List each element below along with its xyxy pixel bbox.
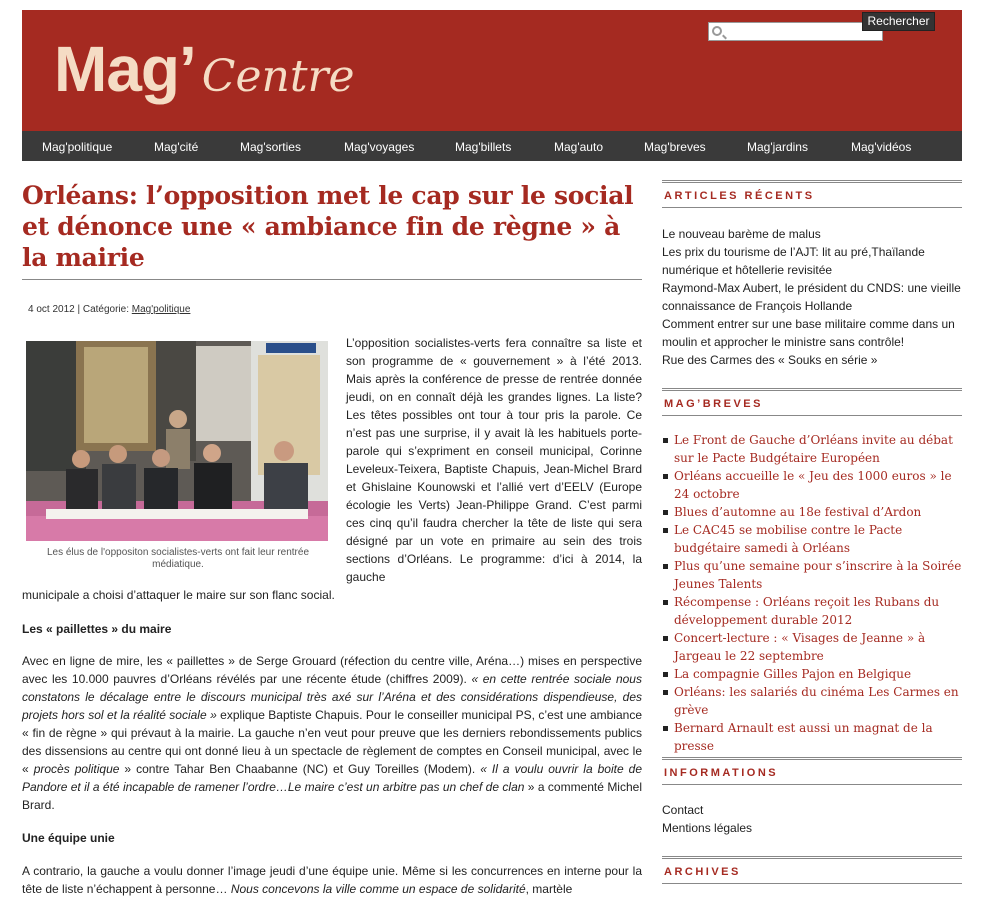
p2-quote-brard: « Il a voulu ouvrir la boite de Pandore et il a été incapable de ramener l’ordre…Le maire c’est un arbitre pas un chef de clan — [22, 762, 642, 794]
p3-part-a: A contrario, la gauche a voulu donner l’image jeudi d’une équipe unie. Même si les concurrences en interne pour la tête de liste n’échappent à personne… — [22, 864, 642, 896]
search-box[interactable] — [708, 22, 883, 41]
nav-item-sorties[interactable]: Mag'sorties — [240, 140, 301, 154]
article-meta — [28, 304, 190, 315]
photo-caption: Les élus de l'oppositon socialistes-verts ont fait leur rentrée médiatique. — [46, 547, 310, 570]
nav-item-voyages[interactable]: Mag'voyages — [344, 140, 415, 154]
article-category-link[interactable]: Mag'politique — [131, 304, 191, 315]
breve-link[interactable]: Blues d’automne au 18e festival d’Ardon — [662, 503, 962, 521]
p2-part-c: explique Baptiste Chapuis. Pour le conseiller municipal PS, c’est une ambiance « fin de règne » qui prévaut à la mairie. La gauche n’en veut pour preuve que les derniers rebondissements publics des dissensions au centre qui ont donné lieu à un spectacle de règlement de comptes en Conseil municipal, avec le « — [22, 708, 642, 776]
recent-article-link[interactable]: Rue des Carmes des « Souks en série » — [662, 353, 878, 367]
sidebar-heading-archives — [662, 856, 962, 884]
p2-part-a: Avec en ligne de mire, les « paillettes » de Serge Grouard (réfection du centre ville, Aréna…) mises en perspective avec les 10.000 pauvres d’Orléans révélés par une récente étude (chiffres 2009). — [22, 654, 642, 686]
logo-centre-text: Centre — [201, 51, 355, 102]
nav-item-billets[interactable]: Mag'billets — [455, 140, 512, 154]
breve-link[interactable]: Récompense : Orléans reçoit les Rubans du développement durable 2012 — [662, 593, 962, 629]
recent-article-link[interactable]: Comment entrer sur une base militaire comme dans un moulin et approcher le ministre sans contrôle! — [662, 317, 955, 349]
search-icon — [712, 26, 722, 36]
article-paragraph-3 — [22, 862, 642, 898]
nav-item-auto[interactable]: Mag'auto — [554, 140, 603, 154]
nav-item-politique[interactable]: Mag'politique — [42, 140, 113, 154]
nav-item-jardins[interactable]: Mag'jardins — [747, 140, 808, 154]
main-nav — [22, 131, 962, 161]
p3-part-c: , martèle — [525, 882, 573, 896]
recent-article-link[interactable]: Raymond-Max Aubert, le président du CNDS: une vieille connaissance de François Hollande — [662, 281, 961, 313]
breves-list — [662, 431, 962, 755]
recent-article-link[interactable]: Les prix du tourisme de l’AJT: lit au pré,Thaïlande numérique et hôtellerie revisitée — [662, 245, 925, 277]
search-button[interactable]: Rechercher — [862, 12, 935, 31]
p3-quote: Nous concevons la ville comme un espace de solidarité — [230, 882, 526, 896]
article-intro: L’opposition socialistes-verts fera connaître sa liste et son programme de « gouvernement » à l’été 2013. Mais après la conférence de presse de rentrée donnée jeudi, on en connaît déjà les grandes lignes. La liste? Les têtes possibles ont tour à tour pris la parole. Ce n’est pas une surprise, il y avait là les habituels porte-parole qui s’expriment en conseil municipal, Corinne Leveleux-Teixera, Baptiste Chapuis, Jean-Michel Brard et Ghislaine Kounowski et l’allié vert d’EELV (Europe écologie les Verts) Jean-Philippe Grand. C’est parmi ces cinq qu’il faudra chercher la tête de liste qui sera désigné par un vote en primaire au sein des trois sections d’Orléans. Le programme: d’ici à 2014, la gauche — [346, 336, 642, 584]
breve-link[interactable]: Le CAC45 se mobilise contre le Pacte budgétaire samedi à Orléans — [662, 521, 962, 557]
subheading-paillettes: Les « paillettes » du maire — [22, 622, 172, 636]
subheading-equipe: Une équipe unie — [22, 831, 115, 845]
p2-quote-proces: procès politique — [33, 762, 120, 776]
sidebar-heading-breves — [662, 388, 962, 416]
recent-article-link[interactable]: Le nouveau barème de malus — [662, 227, 821, 241]
p2-quote-chapuis: « en cette rentrée sociale nous constatons le décalage entre le discours municipal très axé sur l’Aréna et des considérations dispendieuse, des projets hors sol et la réalité sociale » — [22, 672, 642, 722]
article-title: Orléans: l’opposition met le cap sur le social et dénonce une « ambiance fin de règne » à la mairie — [22, 181, 634, 272]
site-header — [22, 10, 962, 131]
breve-link[interactable]: La compagnie Gilles Pajon en Belgique — [662, 665, 962, 683]
legal-link[interactable]: Mentions légales — [662, 821, 753, 835]
breve-link[interactable]: Bernard Arnault est aussi un magnat de la presse — [662, 719, 962, 755]
sidebar-heading-informations — [662, 757, 962, 785]
breve-link[interactable]: Concert-lecture : « Visages de Jeanne » à Jargeau le 22 septembre — [662, 629, 962, 665]
informations-list — [662, 801, 752, 837]
contact-link[interactable]: Contact — [662, 803, 704, 817]
archives-title: ARCHIVES — [664, 866, 741, 878]
infos-title: INFORMATIONS — [664, 767, 779, 779]
article-intro-tail: municipale a choisi d’attaquer le maire sur son flanc social. — [22, 588, 335, 602]
breve-link[interactable]: Plus qu’une semaine pour s’inscrire à la Soirée Jeunes Talents — [662, 557, 962, 593]
article-photo[interactable] — [26, 341, 328, 541]
logo-mag-text: Mag’ — [54, 33, 196, 105]
article-paragraph-2 — [22, 652, 642, 814]
breve-link[interactable]: Le Front de Gauche d’Orléans invite au débat sur le Pacte Budgétaire Européen — [662, 431, 962, 467]
article-figure — [22, 337, 334, 580]
nav-item-videos[interactable]: Mag'vidéos — [851, 140, 912, 154]
recent-articles-list — [662, 225, 962, 369]
p2-part-g: » a commenté Michel Brard. — [22, 780, 642, 812]
title-divider — [22, 279, 642, 280]
sidebar-heading-recent — [662, 180, 962, 208]
breves-title: MAG’BREVES — [664, 398, 763, 410]
article-date: 4 oct 2012 | Catégorie: — [28, 304, 129, 315]
p2-part-e: » contre Tahar Ben Chaabanne (NC) et Guy Toreilles (Modem). — [119, 762, 481, 776]
nav-item-breves[interactable]: Mag'breves — [644, 140, 706, 154]
breve-link[interactable]: Orléans: les salariés du cinéma Les Carmes en grève — [662, 683, 962, 719]
breve-link[interactable]: Orléans accueille le « Jeu des 1000 euros » le 24 octobre — [662, 467, 962, 503]
press-conference-image — [26, 341, 328, 541]
search-input[interactable] — [727, 23, 877, 40]
site-logo[interactable] — [54, 32, 355, 112]
nav-item-cite[interactable]: Mag'cité — [154, 140, 199, 154]
recent-title: ARTICLES RÉCENTS — [664, 190, 815, 202]
